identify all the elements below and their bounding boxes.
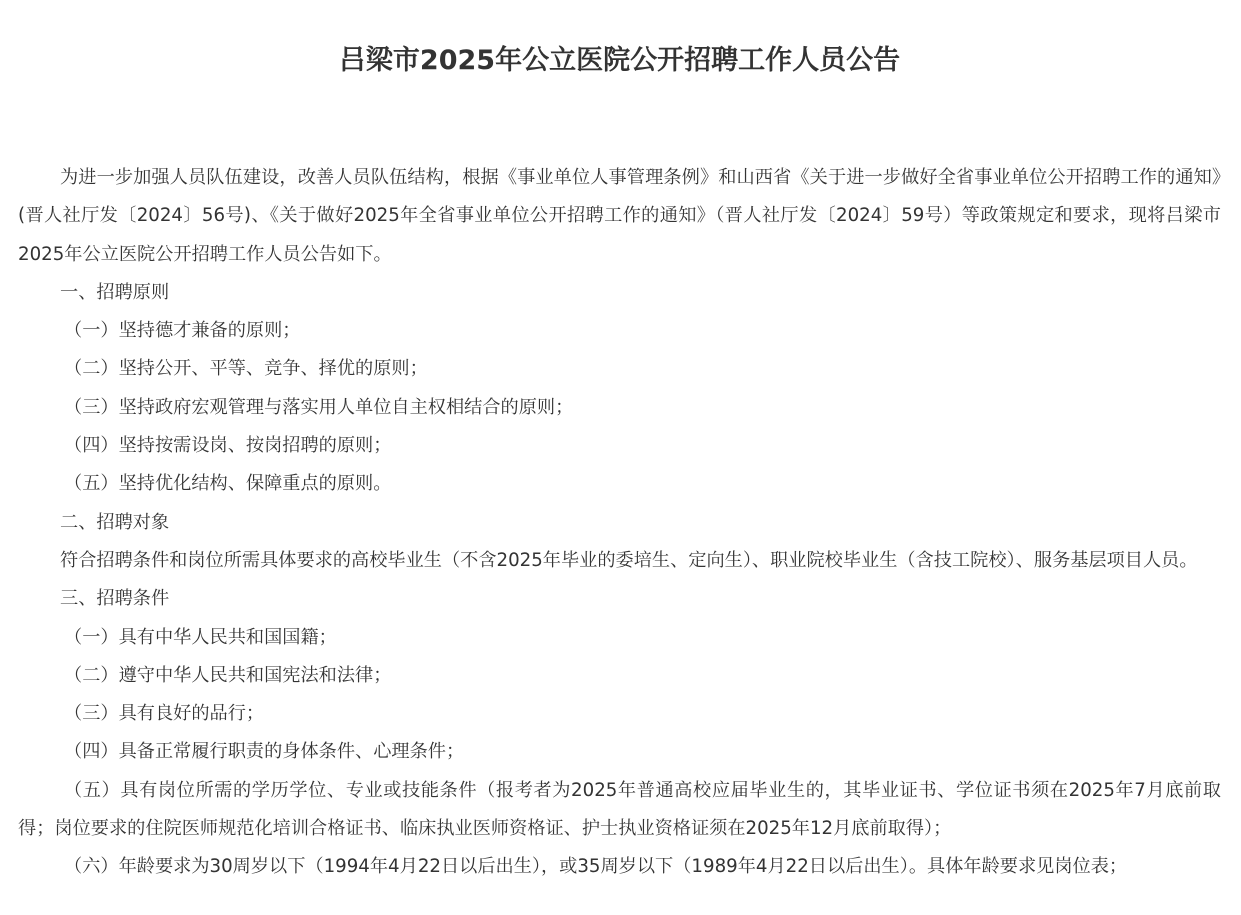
condition-item: （三）具有良好的品行； bbox=[64, 703, 265, 725]
principle-item: （四）坚持按需设岗、按岗招聘的原则； bbox=[64, 435, 392, 457]
principle-item: （三）坚持政府宏观管理与落实用人单位自主权相结合的原则； bbox=[64, 396, 574, 418]
condition-item: （六）年龄要求为30周岁以下（1994年4月22日以后出生），或35周岁以下（1989年4月22日以后出生）。具体年龄要求见岗位表； bbox=[64, 856, 1128, 878]
targets-paragraph: 符合招聘条件和岗位所需具体要求的高校毕业生（不含2025年毕业的委培生、定向生）、职业院校毕业生（含技工院校）、服务基层项目人员。 bbox=[60, 549, 1198, 571]
section-heading-targets: 二、招聘对象 bbox=[60, 511, 170, 533]
section-heading-principles: 一、招聘原则 bbox=[60, 281, 170, 303]
condition-item: （四）具备正常履行职责的身体条件、心理条件； bbox=[64, 741, 465, 763]
condition-item: （一）具有中华人民共和国国籍； bbox=[64, 626, 337, 648]
page-title: 吕梁市2025年公立医院公开招聘工作人员公告 bbox=[338, 45, 901, 76]
principle-item: （一）坚持德才兼备的原则； bbox=[64, 320, 301, 342]
intro-paragraph: 为进一步加强人员队伍建设，改善人员队伍结构，根据《事业单位人事管理条例》和山西省《关于进一步做好全省事业单位公开招聘工作的通知》(晋人社厅发〔2024〕56号)、《关于做好2025年全省事业单位公开招聘工作的通知》（晋人社厅发〔2024〕59号）等政策规定和要求，现将吕梁市2025年公立医院公开招聘工作人员公告如下。 bbox=[18, 167, 1221, 265]
condition-item: （五）具有岗位所需的学历学位、专业或技能条件（报考者为2025年普通高校应届毕业生的，其毕业证书、学位证书须在2025年7月底前取得；岗位要求的住院医师规范化培训合格证书、临床执业医师资格证、护士执业资格证须在2025年12月底前取得）； bbox=[18, 779, 1221, 840]
section-heading-conditions: 三、招聘条件 bbox=[60, 588, 170, 610]
principle-item: （五）坚持优化结构、保障重点的原则。 bbox=[64, 473, 392, 495]
principle-item: （二）坚持公开、平等、竞争、择优的原则； bbox=[64, 358, 428, 380]
article-body bbox=[18, 159, 1221, 887]
condition-item: （二）遵守中华人民共和国宪法和法律； bbox=[64, 664, 392, 686]
